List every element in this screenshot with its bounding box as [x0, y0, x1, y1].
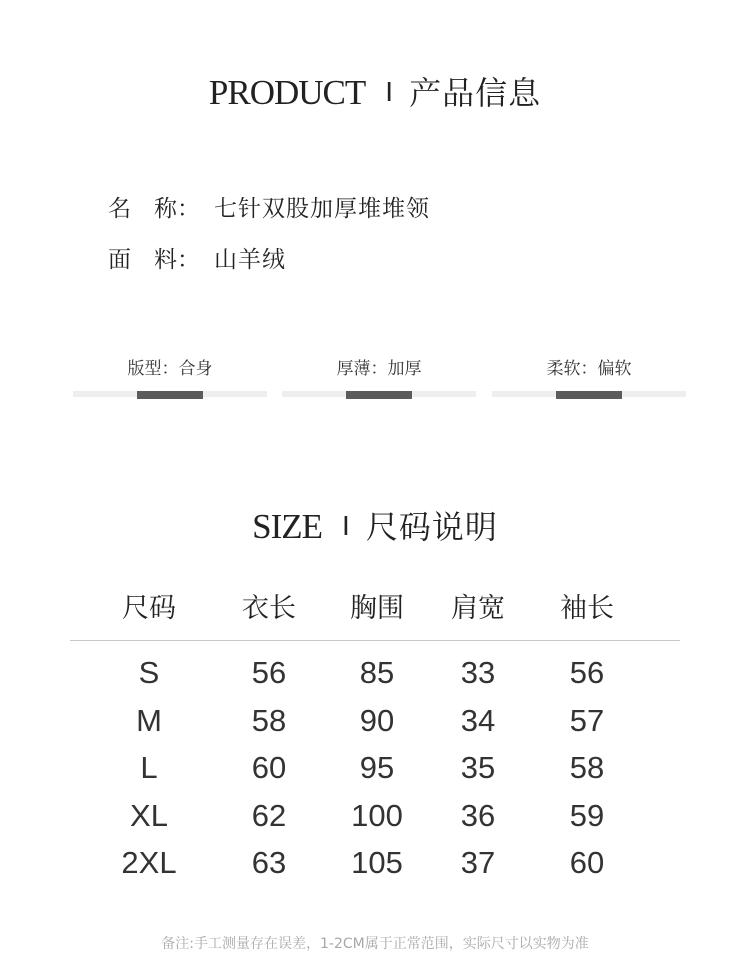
product-fabric-label: 面 料：: [108, 247, 200, 273]
product-heading-en: PRODUCT: [208, 73, 366, 112]
attribute-fit: [73, 354, 267, 404]
size-table-body: [70, 641, 680, 887]
table-cell: 56: [251, 655, 287, 690]
table-cell: 34: [460, 702, 496, 738]
table-cell: 35: [460, 750, 496, 785]
attribute-fit-label: 版型：合身: [127, 359, 213, 379]
table-cell: 62: [251, 797, 287, 833]
product-heading: [0, 68, 750, 114]
product-fabric-value: 山羊绒: [214, 247, 286, 273]
size-heading-zh: 尺码说明: [365, 508, 498, 546]
measurement-note: 备注:手工测量存在误差，1-2CM属于正常范围，实际尺寸以实物为准: [161, 936, 589, 952]
table-cell: 100: [351, 797, 403, 833]
heading-separator: I: [342, 510, 350, 541]
table-cell: S: [138, 655, 160, 690]
table-row: [70, 697, 680, 745]
column-header-size: 尺码: [122, 593, 176, 624]
table-cell: L: [140, 750, 158, 785]
table-cell: 36: [460, 797, 496, 833]
attribute-softness: [492, 354, 686, 404]
column-header-chest: 胸围: [350, 593, 404, 624]
table-cell: 60: [569, 845, 605, 880]
size-table-header: [70, 586, 680, 641]
table-cell: 95: [359, 750, 395, 785]
table-cell: XL: [130, 797, 168, 833]
heading-separator: I: [385, 76, 394, 107]
column-header-shoulder: 肩宽: [451, 593, 505, 624]
table-cell: 56: [569, 655, 605, 690]
table-row: [70, 792, 680, 840]
attribute-thickness-label: 厚薄：加厚: [336, 359, 422, 379]
table-cell: 60: [251, 750, 287, 785]
attribute-softness-label: 柔软：偏软: [546, 359, 632, 379]
attribute-softness-marker: [556, 391, 622, 399]
table-cell: 37: [460, 845, 496, 880]
column-header-sleeve: 袖长: [560, 593, 614, 624]
product-heading-zh: 产品信息: [409, 74, 542, 112]
attribute-thickness: [282, 354, 476, 404]
table-cell: 105: [351, 845, 403, 880]
table-cell: 59: [569, 797, 605, 833]
product-name-value: 七针双股加厚堆堆领: [214, 196, 430, 222]
table-cell: 58: [569, 750, 605, 785]
table-cell: 58: [251, 702, 287, 738]
table-cell: M: [136, 702, 162, 738]
table-cell: 85: [359, 655, 395, 690]
column-header-length: 衣长: [242, 593, 296, 624]
product-name-row: [108, 190, 430, 223]
table-cell: 57: [569, 702, 605, 738]
table-cell: 2XL: [121, 845, 177, 880]
table-cell: 63: [251, 845, 287, 880]
table-cell: 90: [359, 702, 395, 738]
size-heading: [0, 502, 750, 548]
table-row: [70, 649, 680, 697]
product-fabric-row: [108, 241, 286, 274]
table-row: [70, 744, 680, 792]
size-heading-en: SIZE: [252, 507, 323, 546]
table-row: [70, 839, 680, 887]
attribute-thickness-marker: [346, 391, 412, 399]
product-name-label: 名 称：: [108, 196, 200, 222]
attribute-fit-marker: [137, 391, 203, 399]
table-cell: 33: [460, 655, 496, 690]
size-table: [70, 586, 680, 887]
